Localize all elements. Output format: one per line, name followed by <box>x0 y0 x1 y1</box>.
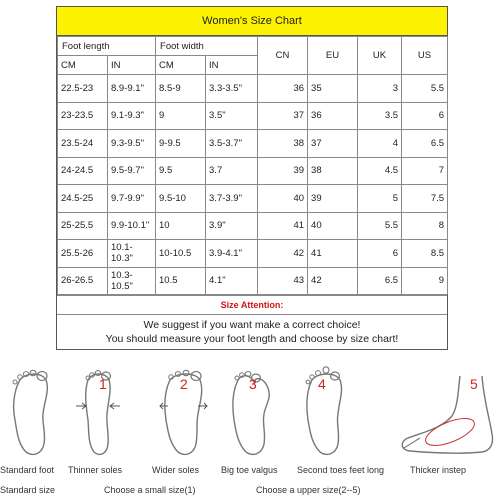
cell-us: 8 <box>402 212 448 240</box>
cell-width-in: 3.7 <box>206 157 258 185</box>
cell-uk: 3 <box>358 75 402 103</box>
suggestion-text <box>57 314 447 349</box>
thick-instep-foot-icon <box>398 372 498 462</box>
table-row <box>58 157 448 185</box>
cell-uk: 5 <box>358 185 402 213</box>
cell-length-cm: 24.5-25 <box>58 185 108 213</box>
number-label-5: 5 <box>470 376 478 392</box>
cell-length-in: 9.1-9.3" <box>108 102 156 130</box>
cell-eu: 41 <box>308 240 358 268</box>
caption-second-toes-long: Second toes feet long <box>297 465 385 475</box>
number-label-3: 3 <box>249 376 257 392</box>
header-cn: CN <box>258 37 308 75</box>
header-foot-length: Foot length <box>58 37 156 56</box>
cell-width-cm: 10-10.5 <box>156 240 206 268</box>
cell-width-in: 3.7-3.9" <box>206 185 258 213</box>
cell-us: 5.5 <box>402 75 448 103</box>
cell-uk: 4 <box>358 130 402 158</box>
cell-cn: 41 <box>258 212 308 240</box>
foot-types-illustration <box>0 362 500 500</box>
cell-width-in: 3.3-3.5" <box>206 75 258 103</box>
cell-eu: 42 <box>308 267 358 295</box>
cell-length-cm: 25-25.5 <box>58 212 108 240</box>
cell-uk: 4.5 <box>358 157 402 185</box>
standard-size-label: Standard size <box>0 485 56 495</box>
cell-eu: 35 <box>308 75 358 103</box>
cell-width-cm: 8.5-9 <box>156 75 206 103</box>
cell-uk: 3.5 <box>358 102 402 130</box>
cell-length-in: 9.9-10.1" <box>108 212 156 240</box>
suggestion-line-1: We suggest if you want make a correct choice! <box>143 319 361 331</box>
caption-wider-soles: Wider soles <box>152 465 200 475</box>
cell-length-cm: 23.5-24 <box>58 130 108 158</box>
cell-us: 6 <box>402 102 448 130</box>
cell-length-in: 9.7-9.9" <box>108 185 156 213</box>
table-row <box>58 102 448 130</box>
suggestion-line-2: You should measure your foot length and choose by size chart! <box>105 333 399 345</box>
header-width-cm: CM <box>156 56 206 75</box>
caption-thicker-instep: Thicker instep <box>410 465 467 475</box>
size-attention-heading: Size Attention: <box>57 295 447 314</box>
cell-length-in: 8.9-9.1" <box>108 75 156 103</box>
caption-standard-foot: Standard foot <box>0 465 55 475</box>
size-chart <box>56 6 448 350</box>
cell-us: 7.5 <box>402 185 448 213</box>
number-label-4: 4 <box>318 376 326 392</box>
cell-cn: 36 <box>258 75 308 103</box>
cell-length-cm: 24-24.5 <box>58 157 108 185</box>
cell-width-cm: 10 <box>156 212 206 240</box>
cell-us: 7 <box>402 157 448 185</box>
thinner-sole-foot-icon <box>72 368 124 458</box>
cell-length-cm: 22.5-23 <box>58 75 108 103</box>
cell-cn: 37 <box>258 102 308 130</box>
cell-length-cm: 26-26.5 <box>58 267 108 295</box>
cell-length-in: 9.3-9.5" <box>108 130 156 158</box>
header-width-in: IN <box>206 56 258 75</box>
cell-length-in: 10.3-10.5" <box>108 267 156 295</box>
cell-width-in: 3.5" <box>206 102 258 130</box>
header-eu: EU <box>308 37 358 75</box>
caption-big-toe-valgus: Big toe valgus <box>221 465 278 475</box>
cell-cn: 43 <box>258 267 308 295</box>
chart-title: Women's Size Chart <box>57 7 447 36</box>
size-table <box>57 36 448 295</box>
header-length-in: IN <box>108 56 156 75</box>
cell-length-in: 9.5-9.7" <box>108 157 156 185</box>
upper-size-advice: Choose a upper size(2--5) <box>256 485 361 495</box>
number-label-2: 2 <box>180 376 188 392</box>
cell-cn: 42 <box>258 240 308 268</box>
cell-cn: 40 <box>258 185 308 213</box>
cell-width-cm: 9.5 <box>156 157 206 185</box>
table-row <box>58 212 448 240</box>
table-row <box>58 185 448 213</box>
cell-uk: 6 <box>358 240 402 268</box>
number-label-1: 1 <box>99 376 107 392</box>
caption-thinner-soles: Thinner soles <box>68 465 123 475</box>
cell-us: 8.5 <box>402 240 448 268</box>
cell-uk: 5.5 <box>358 212 402 240</box>
cell-width-cm: 9-9.5 <box>156 130 206 158</box>
cell-cn: 38 <box>258 130 308 158</box>
cell-length-cm: 23-23.5 <box>58 102 108 130</box>
cell-length-in: 10.1-10.3" <box>108 240 156 268</box>
cell-width-in: 3.5-3.7" <box>206 130 258 158</box>
cell-eu: 38 <box>308 157 358 185</box>
header-foot-width: Foot width <box>156 37 258 56</box>
cell-width-cm: 9 <box>156 102 206 130</box>
header-uk: UK <box>358 37 402 75</box>
cell-eu: 39 <box>308 185 358 213</box>
cell-width-cm: 10.5 <box>156 267 206 295</box>
cell-length-cm: 25.5-26 <box>58 240 108 268</box>
header-length-cm: CM <box>58 56 108 75</box>
cell-width-in: 3.9-4.1" <box>206 240 258 268</box>
cell-eu: 37 <box>308 130 358 158</box>
table-row <box>58 75 448 103</box>
table-row <box>58 267 448 295</box>
cell-width-in: 4.1" <box>206 267 258 295</box>
standard-foot-icon <box>6 368 54 458</box>
table-row <box>58 240 448 268</box>
cell-width-cm: 9.5-10 <box>156 185 206 213</box>
cell-us: 6.5 <box>402 130 448 158</box>
cell-width-in: 3.9" <box>206 212 258 240</box>
cell-uk: 6.5 <box>358 267 402 295</box>
cell-eu: 36 <box>308 102 358 130</box>
cell-us: 9 <box>402 267 448 295</box>
table-row <box>58 130 448 158</box>
cell-eu: 40 <box>308 212 358 240</box>
header-us: US <box>402 37 448 75</box>
cell-cn: 39 <box>258 157 308 185</box>
small-size-advice: Choose a small size(1) <box>104 485 196 495</box>
